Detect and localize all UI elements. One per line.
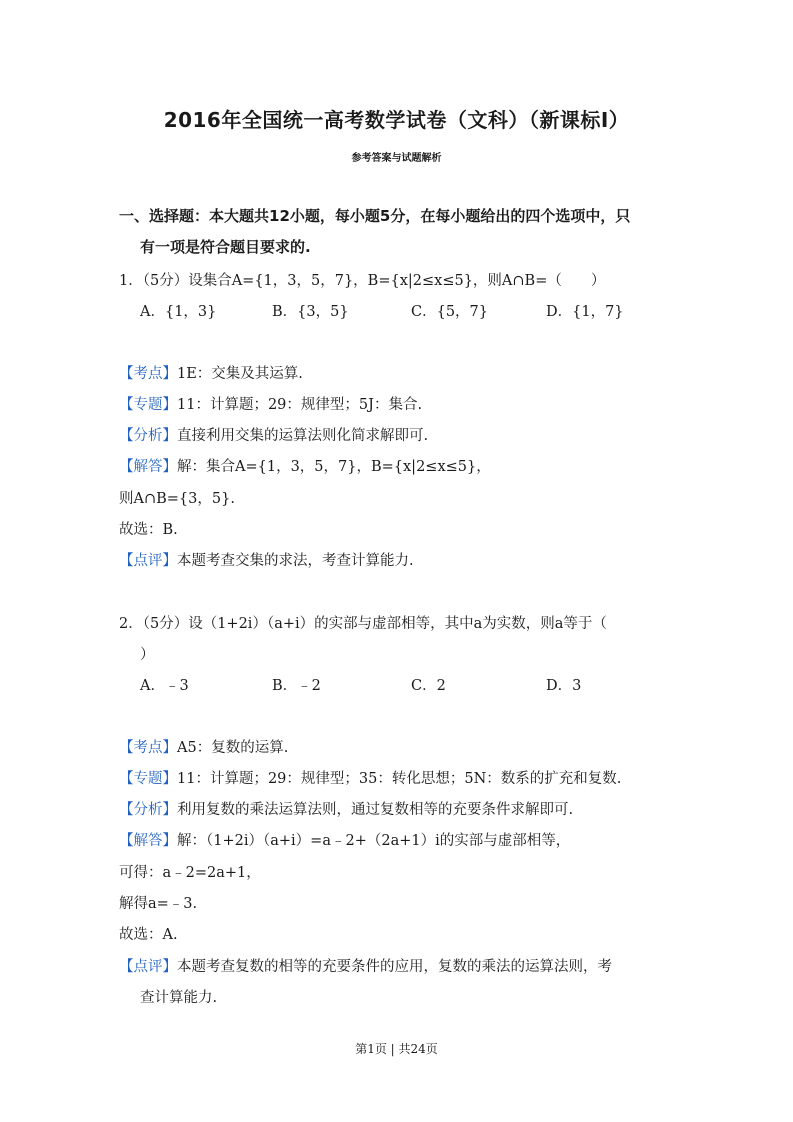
q2-option-a: A．﹣3 xyxy=(140,678,189,694)
q2-dianping-line2: 查计算能力. xyxy=(140,990,218,1006)
q2-zhuanti-text: 11：计算题；29：规律型；35：转化思想；5N：数系的扩充和复数. xyxy=(177,771,622,787)
q1-option-d: D．{1，7} xyxy=(546,304,624,320)
q2-jieda-text: 解：（1+2i）（a+i）=a﹣2+（2a+1）i的实部与虚部相等， xyxy=(177,833,571,849)
q1-jieda-row xyxy=(119,455,491,476)
q1-option-a: A．{1，3} xyxy=(140,304,217,320)
q1-jieda-line2: 则A∩B={3，5}. xyxy=(119,491,235,507)
q2-option-d: D．3 xyxy=(546,678,582,694)
q1-jieda-text: 解：集合A={1，3，5，7}，B={x|2≤x≤5}， xyxy=(177,459,491,475)
q2-zhuanti-row xyxy=(119,767,621,788)
q1-jieda-tag: 【解答】 xyxy=(119,459,177,475)
q2-dianping-row xyxy=(119,955,612,976)
q2-option-b: B．﹣2 xyxy=(272,678,321,694)
q1-stem: 1．（5分）设集合A={1，3，5，7}，B={x|2≤x≤5}，则A∩B=（ ） xyxy=(119,273,606,289)
q1-fenxi-row xyxy=(119,424,428,445)
q2-stem-continuation: ） xyxy=(140,647,155,663)
q2-dianping-tag: 【点评】 xyxy=(119,959,177,975)
q1-dianping-text: 本题考查交集的求法，考查计算能力. xyxy=(177,553,414,569)
q2-kaodian-text: A5：复数的运算. xyxy=(177,740,289,756)
q2-jieda-tag: 【解答】 xyxy=(119,833,177,849)
q2-zhuanti-tag: 【专题】 xyxy=(119,771,177,787)
q2-choice: 故选：A. xyxy=(119,927,178,943)
q2-jieda-row xyxy=(119,829,570,850)
q2-jieda-line3: 解得a=﹣3. xyxy=(119,896,198,912)
q1-fenxi-text: 直接利用交集的运算法则化简求解即可. xyxy=(177,428,429,444)
q2-kaodian-row xyxy=(119,736,288,757)
section-heading-line2: 有一项是符合题目要求的. xyxy=(140,238,311,256)
q1-zhuanti-tag: 【专题】 xyxy=(119,397,177,413)
page-footer: 第1页 | 共24页 xyxy=(355,1042,438,1056)
section-heading-line1: 一、选择题：本大题共12小题，每小题5分，在每小题给出的四个选项中，只 xyxy=(119,207,631,225)
page-subtitle: 参考答案与试题解析 xyxy=(351,153,442,164)
q1-choice: 故选：B. xyxy=(119,522,178,538)
q2-fenxi-tag: 【分析】 xyxy=(119,802,177,818)
q2-option-c: C．2 xyxy=(411,678,446,694)
q1-zhuanti-row xyxy=(119,393,422,414)
q1-kaodian-row xyxy=(119,362,303,383)
q2-dianping-text: 本题考查复数的相等的充要条件的应用，复数的乘法的运算法则，考 xyxy=(177,959,612,975)
q1-fenxi-tag: 【分析】 xyxy=(119,428,177,444)
q2-stem: 2．（5分）设（1+2i）（a+i）的实部与虚部相等，其中a为实数，则a等于（ xyxy=(119,616,607,632)
q1-dianping-tag: 【点评】 xyxy=(119,553,177,569)
q2-fenxi-text: 利用复数的乘法运算法则，通过复数相等的充要条件求解即可. xyxy=(177,802,574,818)
q1-option-b: B．{3，5} xyxy=(272,304,349,320)
q1-zhuanti-text: 11：计算题；29：规律型；5J：集合. xyxy=(177,397,423,413)
q1-kaodian-tag: 【考点】 xyxy=(119,366,177,382)
q1-kaodian-text: 1E：交集及其运算. xyxy=(177,366,303,382)
q2-fenxi-row xyxy=(119,798,573,819)
q1-option-c: C．{5，7} xyxy=(411,304,488,320)
page-title: 2016年全国统一高考数学试卷（文科）（新课标Ⅰ） xyxy=(163,108,630,132)
q2-jieda-line2: 可得：a﹣2=2a+1， xyxy=(119,865,261,881)
q1-dianping-row xyxy=(119,549,414,570)
q2-kaodian-tag: 【考点】 xyxy=(119,740,177,756)
